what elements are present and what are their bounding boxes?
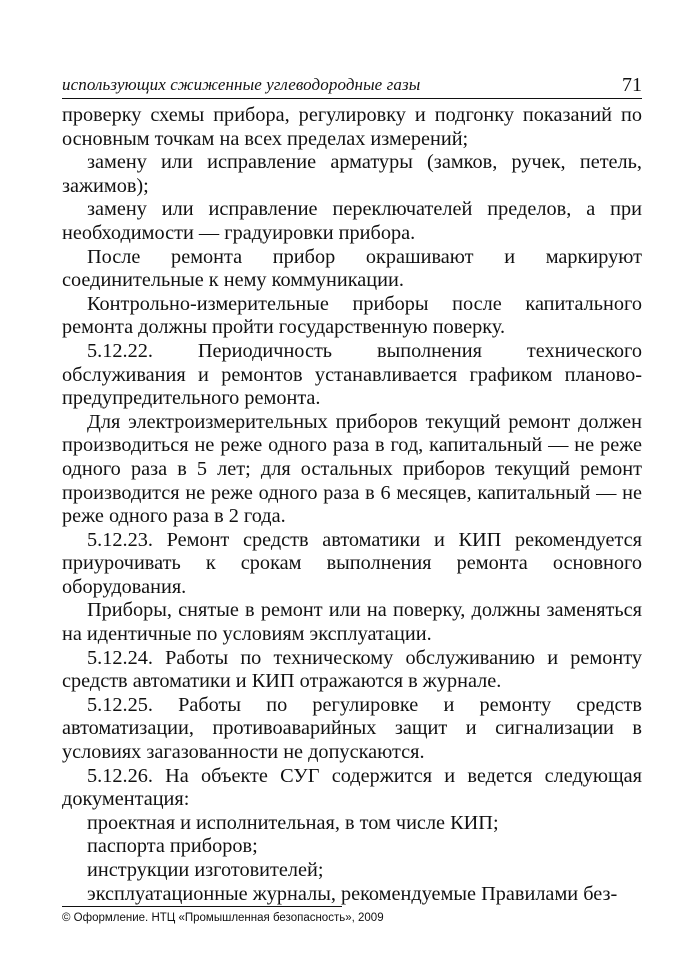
paragraph: 5.12.23. Ремонт средств автоматики и КИП рекомендуется приурочивать к срокам выполнения ремонта основного оборудования. [62, 528, 642, 598]
list-item: проектная и исполнительная, в том числе КИП; [87, 811, 499, 834]
paragraph: проверку схемы прибора, регулировку и подгонку показаний по основным точкам на всех пределах измерений; [62, 104, 642, 150]
paragraph: После ремонта прибор окрашивают и маркируют соединительные к нему коммуникации. [62, 245, 642, 292]
paragraph: 5.12.24. Работы по техническому обслуживанию и ремонту средств автоматики и КИП отражаются в журнале. [62, 646, 642, 693]
page-body [62, 104, 642, 906]
copyright-footer: © Оформление. НТЦ «Промышленная безопасность», 2009 [62, 912, 384, 924]
paragraph: 5.12.22. Периодичность выполнения технического обслуживания и ремонтов устанавливается графиком планово-предупредительного ремонта. [62, 339, 642, 410]
running-title: использующих сжиженные углеводородные газы [62, 75, 421, 94]
paragraph: замену или исправление переключателей пределов, а при необходимости — градуировки прибора. [62, 198, 642, 244]
list-item: инструкции изготовителей; [87, 859, 324, 881]
paragraph: Приборы, снятые в ремонт или на поверку, должны заменяться на идентичные по условиям эксплуатации. [62, 599, 642, 646]
running-header [62, 74, 642, 99]
paragraph: 5.12.26. На объекте СУГ содержится и ведется следующая документация: [62, 764, 642, 811]
footer-divider [62, 906, 342, 907]
paragraph: Для электроизмерительных приборов текущий ремонт должен производиться не реже одного раза в год, капитальный — не реже одного раза в 5 лет; для остальных приборов текущий ремонт производится не реже одного раза в 6 месяцев, капитальный — не реже одного раза в 2 года. [62, 410, 642, 528]
paragraph: замену или исправление арматуры (замков, ручек, петель, зажимов); [62, 151, 642, 197]
page-number: 71 [622, 74, 642, 96]
paragraph: 5.12.25. Работы по регулировке и ремонту средств автоматизации, противоаварийных защит и сигнализации в условиях загазованности не допускаются. [62, 693, 642, 764]
paragraph: Контрольно-измерительные приборы после капитального ремонта должны пройти государственную поверку. [62, 292, 642, 339]
list-item: эксплуатационные журналы, рекомендуемые Правилами без- [87, 882, 618, 905]
list-item: паспорта приборов; [87, 835, 258, 858]
